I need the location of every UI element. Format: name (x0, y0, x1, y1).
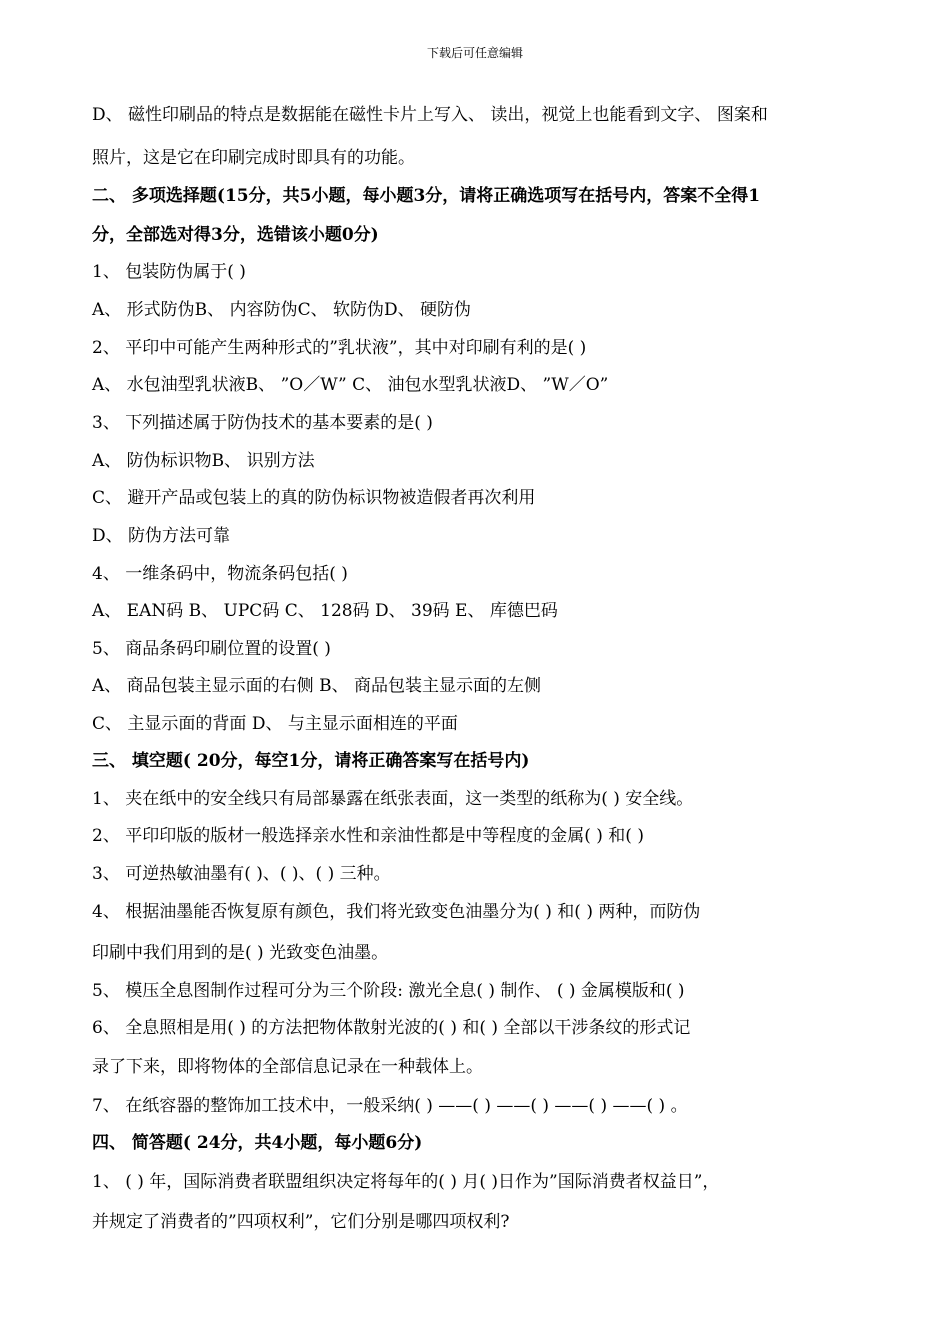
options: C、 避开产品或包装上的真的防伪标识物被造假者再次利用 (92, 488, 536, 508)
options: A、 形式防伪B、 内容防伪C、 软防伪D、 硬防伪 (92, 300, 472, 320)
question: 1、 夹在纸中的安全线只有局部暴露在纸张表面，这一类型的纸称为( ) 安全线。 (92, 789, 694, 809)
section-heading: 分，全部选对得3分，选错该小题0分) (92, 225, 379, 245)
question: 印刷中我们用到的是( ) 光致变色油墨。 (92, 943, 389, 963)
question: 3、 下列描述属于防伪技术的基本要素的是( ) (92, 413, 433, 433)
question: 2、 平印中可能产生两种形式的”乳状液”，其中对印刷有利的是( ) (92, 338, 587, 358)
text-line: D、 磁性印刷品的特点是数据能在磁性卡片上写入、 读出，视觉上也能看到文字、 图案和 (92, 105, 768, 125)
question: 录了下来，即将物体的全部信息记录在一种载体上。 (92, 1057, 483, 1077)
page-header: 下载后可任意编辑 (426, 46, 523, 60)
options: A、 防伪标识物B、 识别方法 (92, 451, 315, 471)
question: 6、 全息照相是用( ) 的方法把物体散射光波的( ) 和( ) 全部以干涉条纹的形式记 (92, 1018, 691, 1038)
options: C、 主显示面的背面 D、 与主显示面相连的平面 (92, 714, 458, 734)
question: 并规定了消费者的”四项权利”，它们分别是哪四项权利? (92, 1212, 510, 1232)
question: 5、 模压全息图制作过程可分为三个阶段: 激光全息( ) 制作、 ( ) 金属模版和( ) (92, 981, 685, 1001)
question: 2、 平印印版的版材一般选择亲水性和亲油性都是中等程度的金属( ) 和( ) (92, 826, 644, 846)
options: A、 商品包装主显示面的右侧 B、 商品包装主显示面的左侧 (92, 676, 541, 696)
question: 5、 商品条码印刷位置的设置( ) (92, 639, 331, 659)
question: 3、 可逆热敏油墨有( )、( )、( ) 三种。 (92, 864, 391, 884)
question: 4、 一维条码中，物流条码包括( ) (92, 564, 348, 584)
section-heading: 二、 多项选择题(15分，共5小题，每小题3分，请将正确选项写在括号内，答案不全得1 (92, 186, 761, 206)
question: 7、 在纸容器的整饰加工技术中，一般采纳( ) ——( ) ——( ) ——( ) ——( ) 。 (92, 1096, 688, 1116)
section-heading: 四、 简答题( 24分，共4小题，每小题6分) (92, 1133, 423, 1153)
question: 1、 ( ) 年，国际消费者联盟组织决定将每年的( ) 月( )日作为”国际消费者权益日”， (92, 1172, 720, 1192)
section-heading: 三、 填空题( 20分，每空1分，请将正确答案写在括号内) (92, 751, 530, 771)
options: A、 水包油型乳状液B、 ”O／W” C、 油包水型乳状液D、 ”W／O” (92, 375, 609, 395)
question: 4、 根据油墨能否恢复原有颜色，我们将光致变色油墨分为( ) 和( ) 两种，而防伪 (92, 902, 701, 922)
options: A、 EAN码 B、 UPC码 C、 128码 D、 39码 E、 库德巴码 (92, 601, 558, 621)
question: 1、 包装防伪属于( ) (92, 262, 246, 282)
options: D、 防伪方法可靠 (92, 526, 231, 546)
text-line: 照片，这是它在印刷完成时即具有的功能。 (92, 148, 415, 168)
